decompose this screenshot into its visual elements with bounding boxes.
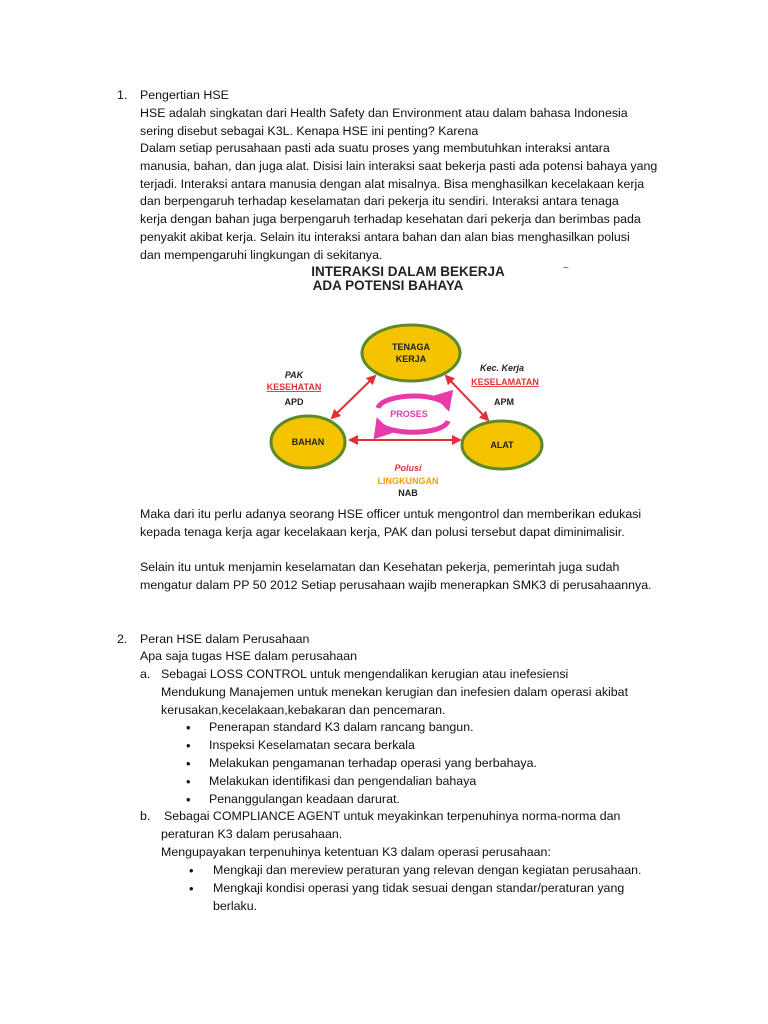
- proses-label: PROSES: [390, 409, 428, 419]
- section-1-after-line: kepada tenaga kerja agar kecelakaan kerja, PAK dan polusi tersebut dapat diminimalisir.: [140, 525, 625, 539]
- item-a-title: Sebagai LOSS CONTROL untuk mengendalikan kerugian atau inefesiensi: [161, 667, 569, 681]
- item-b-title-line: Sebagai COMPLIANCE AGENT untuk meyakinkan terpenuhinya norma-norma dan: [164, 809, 621, 823]
- node-tenaga-kerja: [362, 325, 460, 381]
- arrow-bahan-tenaga: [332, 376, 375, 418]
- item-b-desc: Mengupayakan terpenuhinya ketentuan K3 dalam operasi perusahaan:: [161, 845, 551, 859]
- proses-cycle-top: [378, 396, 448, 408]
- label-pak: PAK: [284, 370, 304, 380]
- label-apm: APM: [494, 397, 514, 407]
- item-a-desc-line: Mendukung Manajemen untuk menekan kerugian dan inefesien dalam operasi akibat: [161, 685, 629, 699]
- section-1-para-line: manusia, bahan, dan juga alat. Disisi lain interaksi saat bekerja pasti ada potensi bahaya yang: [140, 159, 658, 173]
- bullet-dot: •: [186, 720, 191, 735]
- section-1-para-line: penyakit akibat kerja. Selain itu interaksi antara bahan dan alan bias menghasilkan polusi: [140, 230, 630, 244]
- item-a-bullet: Inspeksi Keselamatan secara berkala: [209, 738, 415, 752]
- item-a-bullet: Melakukan pengamanan terhadap operasi yang berbahaya.: [209, 756, 537, 770]
- node-tenaga-kerja-label-1: TENAGA: [392, 342, 430, 352]
- section-2-number: 2.: [117, 632, 128, 646]
- section-1-title: Pengertian HSE: [140, 88, 229, 102]
- bullet-dot: •: [186, 756, 191, 771]
- bullet-dot: •: [186, 738, 191, 753]
- section-1-para-line: dan mempengaruhi lingkungan di sekitanya.: [140, 248, 383, 262]
- bullet-dot: •: [189, 881, 194, 896]
- hse-interaction-diagram: [238, 258, 578, 498]
- label-kesehatan: KESEHATAN: [266, 382, 322, 392]
- section-2-title: Peran HSE dalam Perusahaan: [140, 632, 310, 646]
- bullet-dot: •: [189, 863, 194, 878]
- section-1-para-line: terjadi. Interaksi antara manusia dengan alat misalnya. Bisa menghasilkan kecelakaan kerja: [140, 177, 645, 191]
- section-1-after-line: Maka dari itu perlu adanya seorang HSE officer untuk mengontrol dan memberikan edukasi: [140, 507, 642, 521]
- section-1-para-line: kerja dengan bahan juga berpengaruh terhadap kesehatan dari pekerja dan berimbas pada: [140, 212, 641, 226]
- item-b-title-line: peraturan K3 dalam perusahaan.: [161, 827, 343, 841]
- label-keselamatan: KESELAMATAN: [471, 377, 539, 387]
- bullet-dot: •: [186, 774, 191, 789]
- item-a-bullet: Penanggulangan keadaan darurat.: [209, 792, 400, 806]
- bullet-dot: •: [186, 792, 191, 807]
- section-1-para-line: dan berpengaruh terhadap keselamatan dari pekerja itu sendiri. Interaksi antara tenaga: [140, 194, 619, 208]
- item-b-letter: b.: [140, 809, 151, 823]
- node-alat-label: ALAT: [490, 440, 514, 450]
- section-1-gov-line: mengatur dalam PP 50 2012 Setiap perusahaan wajib menerapkan SMK3 di perusahaannya.: [140, 578, 652, 592]
- section-1-gov-line: Selain itu untuk menjamin keselamatan dan Kesehatan pekerja, pemerintah juga sudah: [140, 560, 620, 574]
- section-1-para-line: Dalam setiap perusahaan pasti ada suatu proses yang membutuhkan interaksi antara: [140, 141, 610, 155]
- item-b-bullet: Mengkaji kondisi operasi yang tidak sesuai dengan standar/peraturan yang: [213, 881, 625, 895]
- section-1-intro-line: sering disebut sebagai K3L. Kenapa HSE ini penting? Karena: [140, 124, 479, 138]
- label-kec-kerja: Kec. Kerja: [479, 363, 525, 373]
- item-b-bullet-continuation: berlaku.: [213, 899, 258, 913]
- proses-cycle-bottom: [378, 421, 448, 432]
- label-nab: NAB: [398, 488, 418, 498]
- section-1-number: 1.: [117, 88, 128, 102]
- node-bahan-label: BAHAN: [291, 437, 325, 447]
- node-tenaga-kerja-label-2: KERJA: [395, 354, 427, 364]
- diagram-title-line-2: ADA POTENSI BAHAYA: [312, 278, 464, 293]
- item-a-bullet: Penerapan standard K3 dalam rancang bangun.: [209, 720, 474, 734]
- section-1-intro-line: HSE adalah singkatan dari Health Safety dan Environment atau dalam bahasa Indonesia: [140, 106, 628, 120]
- section-2-subtitle: Apa saja tugas HSE dalam perusahaan: [140, 649, 357, 663]
- diagram-title-line-1: INTERAKSI DALAM BEKERJA: [311, 264, 505, 279]
- label-polusi: Polusi: [394, 463, 422, 473]
- diagram-title-mark: ~: [563, 263, 569, 274]
- item-a-desc-line: kerusakan,kecelakaan,kebakaran dan pencemaran.: [161, 703, 446, 717]
- label-lingkungan: LINGKUNGAN: [377, 476, 439, 486]
- label-apd: APD: [284, 397, 304, 407]
- item-b-bullet: Mengkaji dan mereview peraturan yang relevan dengan kegiatan perusahaan.: [213, 863, 642, 877]
- item-a-letter: a.: [140, 667, 151, 681]
- item-a-bullet: Melakukan identifikasi dan pengendalian bahaya: [209, 774, 477, 788]
